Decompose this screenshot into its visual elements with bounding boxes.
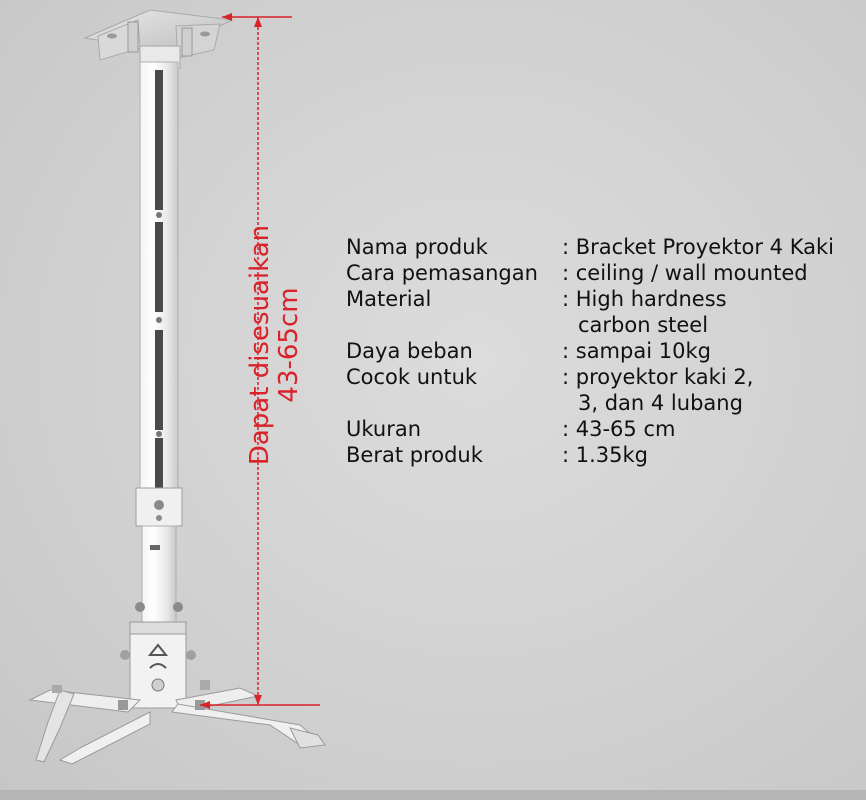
spec-value-line: : sampai 10kg — [562, 339, 711, 363]
spec-row-nama-produk — [346, 234, 834, 260]
spec-value-line: : 43-65 cm — [562, 417, 676, 441]
spec-value-line: : High hardness — [562, 287, 727, 311]
spec-row-ukuran — [346, 416, 834, 442]
dimension-label-line2: 43-65cm — [274, 287, 304, 403]
spec-value — [562, 416, 834, 442]
spec-label: Berat produk — [346, 443, 483, 467]
spec-value-line: 3, dan 4 lubang — [578, 391, 743, 415]
spec-value-line: : Bracket Proyektor 4 Kaki — [562, 235, 834, 259]
lower-pole — [135, 526, 183, 622]
spec-label: Material — [346, 287, 432, 311]
spec-row-cocok-untuk — [346, 364, 834, 416]
head-block — [120, 622, 196, 708]
spec-row-daya-beban — [346, 338, 834, 364]
upper-pole — [140, 62, 178, 500]
spec-row-berat-produk — [346, 442, 834, 468]
bottom-border — [0, 790, 866, 800]
spec-label: Nama produk — [346, 235, 488, 259]
pole-clamp — [136, 488, 182, 526]
spec-value-line: : 1.35kg — [562, 443, 648, 467]
spec-value — [562, 234, 834, 260]
spec-value-line: : ceiling / wall mounted — [562, 261, 808, 285]
spec-value — [562, 338, 834, 364]
spec-value — [562, 260, 834, 286]
spec-label: Cocok untuk — [346, 365, 478, 389]
spec-label: Daya beban — [346, 339, 473, 363]
ceiling-plate — [85, 10, 232, 68]
spec-row-cara-pemasangan — [346, 260, 834, 286]
spec-value — [562, 442, 834, 468]
spec-value-line: carbon steel — [578, 313, 709, 337]
spec-value — [562, 364, 834, 416]
spec-value-line: : proyektor kaki 2, — [562, 365, 754, 389]
dimension-label-line1: Dapat disesuaikan — [245, 224, 275, 466]
spec-value — [562, 286, 834, 338]
spec-row-material — [346, 286, 834, 338]
spec-label: Ukuran — [346, 417, 422, 441]
spec-label: Cara pemasangan — [346, 261, 538, 285]
spec-table — [346, 234, 834, 468]
